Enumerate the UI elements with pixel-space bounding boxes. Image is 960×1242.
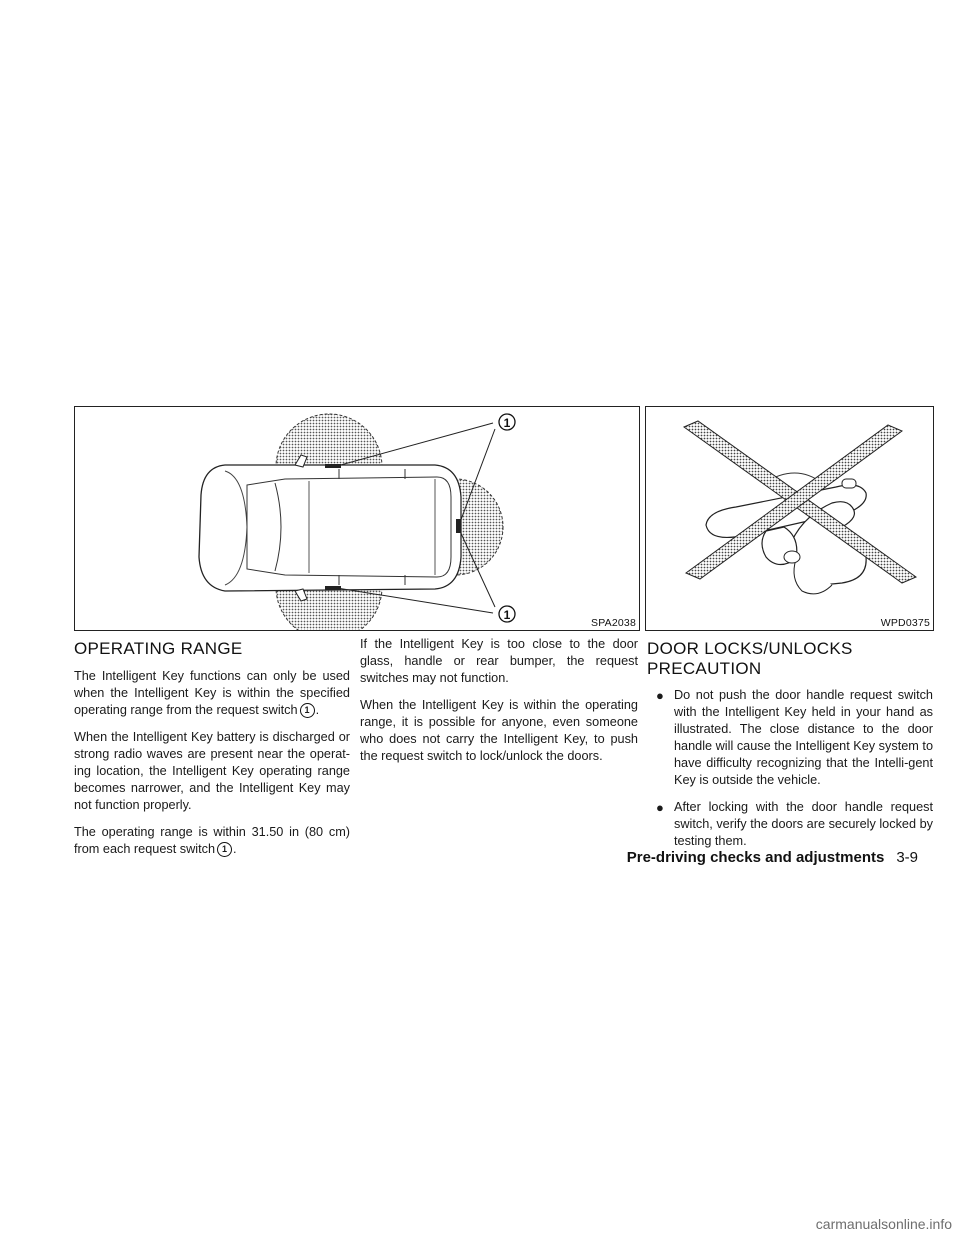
paragraph-operating-range-1: The Intelligent Key functions can only be used when the Intelligent Key is within the specified operating range from the request switch 1 . xyxy=(74,669,350,717)
paragraph-operating-range-3: The operating range is within 31.50 in (80 cm) from each request switch 1 . xyxy=(74,825,350,856)
callout-text-bottom: 1 xyxy=(503,608,511,622)
callout-1-icon: 1 xyxy=(217,842,232,857)
figure-code-left: SPA2038 xyxy=(591,617,636,629)
paragraph-operating-range-4: If the Intelligent Key is too close to the door glass, handle or rear bumper, the request switches may not function. xyxy=(360,637,638,685)
bullet-icon: ● xyxy=(656,688,664,703)
list-item: ● Do not push the door handle request switch with the Intelligent Key held in your hand as illustrated. The close distance to the door handle will cause the Intelligent Key system to have difficulty recognizing that the Intelli-gent Key is outside the vehicle. xyxy=(656,688,933,787)
paragraph-operating-range-2: When the Intelligent Key battery is discharged or strong radio waves are present near the operat-ing location, the Intelligent Key operating range becomes narrower, and the Intelligent Key may not function properly. xyxy=(74,730,350,812)
callout-1-icon: 1 xyxy=(300,703,315,718)
list-item: ● After locking with the door handle request switch, verify the doors are securely locked by testing them. xyxy=(656,800,933,848)
column-2 xyxy=(360,636,638,775)
heading-door-locks: DOOR LOCKS/UNLOCKS PRECAUTION xyxy=(647,639,853,678)
callout-text-top: 1 xyxy=(503,416,511,430)
figure-code-right: WPD0375 xyxy=(880,617,930,629)
column-3 xyxy=(647,639,933,860)
bullet-icon: ● xyxy=(656,800,664,815)
watermark: carmanualsonline.info xyxy=(815,1216,952,1232)
precaution-list xyxy=(647,687,933,850)
paragraph-operating-range-5: When the Intelligent Key is within the operating range, it is possible for anyone, even someone who does not carry the Intelligent Key, to push the request switch to lock/unlock the doors. xyxy=(360,698,638,763)
vehicle-top-view-illustration xyxy=(75,407,639,630)
hand-key-crossed-illustration xyxy=(646,407,933,630)
footer-section-title: Pre-driving checks and adjustments xyxy=(626,849,885,866)
figure-door-handle-warning xyxy=(645,406,934,631)
column-1 xyxy=(74,639,350,868)
figure-operating-range xyxy=(74,406,640,631)
page-footer xyxy=(627,849,918,867)
heading-operating-range: OPERATING RANGE xyxy=(74,639,243,658)
page-number: 3-9 xyxy=(896,849,918,866)
